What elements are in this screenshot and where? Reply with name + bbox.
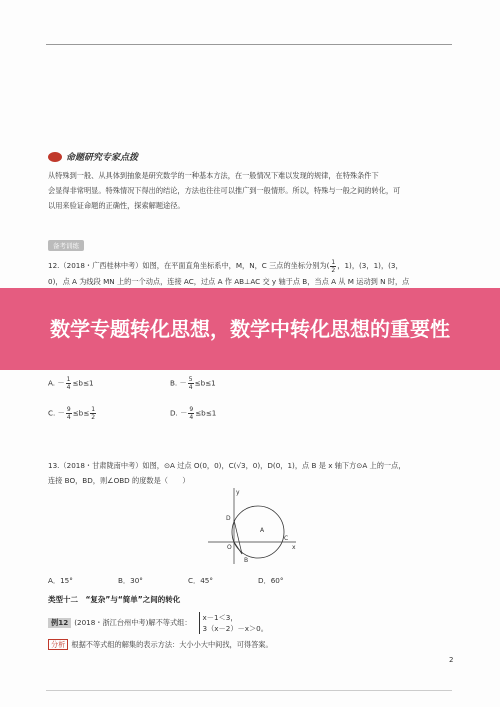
practice-tag: 备考训练	[48, 240, 84, 251]
analysis-label: 分析	[48, 639, 68, 650]
example-12	[48, 612, 268, 634]
q13-option-a: A．15°	[48, 576, 73, 585]
inequality-system: x－1＜3， 3（x－2）－x＞0。	[199, 612, 268, 634]
footer-rule	[46, 690, 452, 691]
banner-title: 数学专题转化思想，数学中转化思想的重要性	[50, 317, 450, 341]
example-text: (2018・浙江台州中考)解不等式组：	[74, 618, 192, 627]
analysis-note	[48, 640, 273, 650]
intro-line: 以用来验证命题的正确性，探索解题途径。	[48, 201, 185, 210]
q13-line1: 13.（2018・甘肃陇南中考）如图，⊙A 过点 O(0，0)，C(√3，0)，D(0，1)，点 B 是 x 轴下方⊙A 上的一点，	[48, 461, 406, 470]
q13-option-b: B．30°	[118, 576, 143, 585]
q12-option-d: D. － $\frac{9}{4}$ ≤b≤1	[170, 406, 217, 421]
section-heading	[48, 150, 138, 163]
q13-option-c: C．45°	[188, 576, 213, 585]
label-c: C	[284, 535, 289, 542]
label-a: A	[260, 527, 265, 534]
header-rule	[46, 44, 452, 45]
q12-option-c: C. － $\frac{9}{4}$ ≤b≤ $\frac{1}{2}$	[48, 406, 96, 421]
page-number: 2	[449, 656, 454, 664]
q13-option-d: D．60°	[258, 576, 284, 585]
q12-option-a: A. － $\frac{1}{4}$ ≤b≤1	[48, 376, 94, 391]
circle-figure	[200, 486, 300, 568]
fraction: $\frac{1}{2}$	[331, 258, 336, 274]
analysis-text: 根据不等式组的解集的表示方法：大小小大中间找，可得答案。	[71, 640, 273, 649]
section-badge-icon	[48, 152, 62, 162]
intro-paragraph	[48, 168, 458, 213]
type-12-heading: 类型十二 “复杂”与“简单”之间的转化	[48, 595, 181, 604]
label-b: B	[244, 557, 249, 564]
label-d: D	[226, 515, 231, 522]
label-o: O	[227, 544, 232, 551]
q12-option-b: B. － $\frac{5}{4}$ ≤b≤1	[170, 376, 216, 391]
question-12	[48, 258, 458, 289]
label-y: y	[236, 489, 240, 496]
q12-line1: 12.（2018・广西桂林中考）如图，在平面直角坐标系中，M，N，C 三点的坐标分别为( $\frac{1}{2}$ ，1)，(3，1)，(3，	[48, 258, 403, 274]
section-heading-text: 命题研究专家点拨	[66, 153, 139, 163]
label-x: x	[292, 544, 296, 551]
question-13	[48, 458, 458, 488]
intro-line: 会显得非常明显。特殊情况下得出的结论，方法也往往可以推广到一般情形。所以，特殊与一般之间的转化，可	[48, 186, 401, 195]
example-label: 例12	[48, 618, 71, 628]
q13-line2: 连接 BO，BD，则∠OBD 的度数是（ ）	[48, 476, 190, 485]
intro-line: 从特殊到一般、从具体到抽象是研究数学的一种基本方法，在一般情况下难以发现的规律，在特殊条件下	[48, 171, 379, 180]
q12-line2: 0)，点 A 为线段 MN 上的一个动点，连接 AC，过点 A 作 AB⊥AC 交 y 轴于点 B，当点 A 从 M 运动到 N 时，点	[48, 276, 410, 286]
title-banner	[0, 288, 500, 370]
